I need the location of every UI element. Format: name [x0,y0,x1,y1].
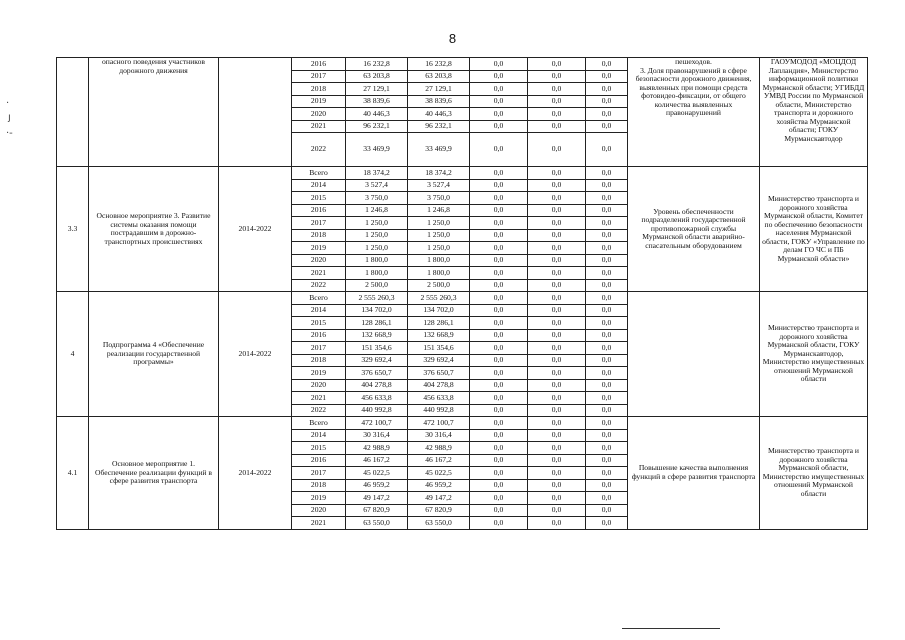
year-cell: 2022 [292,279,346,292]
total-cell: 404 278,8 [346,379,408,392]
total-cell: 134 702,0 [346,304,408,317]
total-cell: 40 446,3 [346,108,408,121]
total-cell: 151 354,6 [346,342,408,355]
local-budget-cell: 0,0 [528,354,586,367]
extrabudget-cell: 0,0 [586,120,628,133]
local-budget-cell: 0,0 [528,479,586,492]
regional-budget-cell: 1 250,0 [408,229,470,242]
federal-budget-cell: 0,0 [470,83,528,96]
scan-artifact: ȷ [8,112,11,123]
extrabudget-cell: 0,0 [586,442,628,455]
local-budget-cell: 0,0 [528,342,586,355]
regional-budget-cell: 151 354,6 [408,342,470,355]
total-cell: 456 633,8 [346,392,408,405]
total-cell: 1 800,0 [346,267,408,280]
extrabudget-cell: 0,0 [586,229,628,242]
local-budget-cell: 0,0 [528,392,586,405]
year-cell: 2019 [292,492,346,505]
local-budget-cell: 0,0 [528,83,586,96]
total-cell: 27 129,1 [346,83,408,96]
period-cell: 2014-2022 [219,417,292,530]
regional-budget-cell: 16 232,8 [408,58,470,71]
local-budget-cell: 0,0 [528,304,586,317]
total-cell: 472 100,7 [346,417,408,430]
regional-budget-cell: 1 246,8 [408,204,470,217]
federal-budget-cell: 0,0 [470,292,528,305]
regional-budget-cell: 1 250,0 [408,217,470,230]
extrabudget-cell: 0,0 [586,108,628,121]
regional-budget-cell: 96 232,1 [408,120,470,133]
local-budget-cell: 0,0 [528,292,586,305]
local-budget-cell: 0,0 [528,279,586,292]
total-cell: 46 959,2 [346,479,408,492]
extrabudget-cell: 0,0 [586,167,628,180]
local-budget-cell: 0,0 [528,379,586,392]
extrabudget-cell: 0,0 [586,279,628,292]
scan-artifact: ·- [6,128,13,139]
regional-budget-cell: 329 692,4 [408,354,470,367]
local-budget-cell: 0,0 [528,467,586,480]
extrabudget-cell: 0,0 [586,58,628,71]
year-cell: 2016 [292,454,346,467]
federal-budget-cell: 0,0 [470,204,528,217]
local-budget-cell: 0,0 [528,442,586,455]
local-budget-cell: 0,0 [528,504,586,517]
federal-budget-cell: 0,0 [470,454,528,467]
row-number-cell: 4 [57,292,89,417]
federal-budget-cell: 0,0 [470,442,528,455]
local-budget-cell: 0,0 [528,417,586,430]
regional-budget-cell: 63 550,0 [408,517,470,530]
indicator-cell: Повышение качества выполнения функций в сфере развития транспорта [628,417,760,530]
total-cell: 3 750,0 [346,192,408,205]
local-budget-cell: 0,0 [528,242,586,255]
year-cell: 2017 [292,70,346,83]
extrabudget-cell: 0,0 [586,70,628,83]
year-cell: 2015 [292,442,346,455]
total-cell: 132 668,9 [346,329,408,342]
federal-budget-cell: 0,0 [470,504,528,517]
local-budget-cell: 0,0 [528,108,586,121]
federal-budget-cell: 0,0 [470,179,528,192]
federal-budget-cell: 0,0 [470,217,528,230]
regional-budget-cell: 376 650,7 [408,367,470,380]
scan-line [622,628,720,629]
federal-budget-cell: 0,0 [470,492,528,505]
year-cell: 2019 [292,367,346,380]
year-cell: 2019 [292,95,346,108]
year-cell: 2021 [292,120,346,133]
regional-budget-cell: 38 839,6 [408,95,470,108]
extrabudget-cell: 0,0 [586,329,628,342]
year-cell: 2015 [292,317,346,330]
local-budget-cell: 0,0 [528,267,586,280]
extrabudget-cell: 0,0 [586,342,628,355]
extrabudget-cell: 0,0 [586,379,628,392]
local-budget-cell: 0,0 [528,329,586,342]
extrabudget-cell: 0,0 [586,404,628,417]
extrabudget-cell: 0,0 [586,467,628,480]
federal-budget-cell: 0,0 [470,404,528,417]
year-cell: 2020 [292,504,346,517]
year-cell: 2017 [292,342,346,355]
year-cell: 2020 [292,108,346,121]
year-cell: 2017 [292,217,346,230]
total-cell: 1 800,0 [346,254,408,267]
federal-budget-cell: 0,0 [470,517,528,530]
local-budget-cell: 0,0 [528,120,586,133]
table-row [57,58,868,71]
page-number: 8 [448,31,457,46]
federal-budget-cell: 0,0 [470,392,528,405]
extrabudget-cell: 0,0 [586,392,628,405]
federal-budget-cell: 0,0 [470,58,528,71]
year-cell: 2020 [292,379,346,392]
year-cell: 2014 [292,179,346,192]
federal-budget-cell: 0,0 [470,133,528,167]
extrabudget-cell: 0,0 [586,179,628,192]
regional-budget-cell: 134 702,0 [408,304,470,317]
year-cell: 2021 [292,392,346,405]
regional-budget-cell: 33 469,9 [408,133,470,167]
total-cell: 18 374,2 [346,167,408,180]
total-cell: 33 469,9 [346,133,408,167]
regional-budget-cell: 18 374,2 [408,167,470,180]
regional-budget-cell: 40 446,3 [408,108,470,121]
year-cell: 2014 [292,304,346,317]
extrabudget-cell: 0,0 [586,292,628,305]
local-budget-cell: 0,0 [528,133,586,167]
local-budget-cell: 0,0 [528,58,586,71]
federal-budget-cell: 0,0 [470,417,528,430]
federal-budget-cell: 0,0 [470,95,528,108]
period-cell [219,58,292,167]
regional-budget-cell: 45 022,5 [408,467,470,480]
extrabudget-cell: 0,0 [586,242,628,255]
total-cell: 45 022,5 [346,467,408,480]
regional-budget-cell: 63 203,8 [408,70,470,83]
program-finance-table [56,57,868,530]
local-budget-cell: 0,0 [528,254,586,267]
total-cell: 46 167,2 [346,454,408,467]
federal-budget-cell: 0,0 [470,354,528,367]
executor-cell: Министерство транспорта и дорожного хозяйства Мурманской области, Комитет по обеспечению безопасности населения Мурманской области, ГОКУ «Управление по делам ГО ЧС и ПБ Мурманской области» [760,167,868,292]
year-cell: 2022 [292,133,346,167]
regional-budget-cell: 67 820,9 [408,504,470,517]
year-cell: 2016 [292,204,346,217]
table-body [57,58,868,530]
total-cell: 16 232,8 [346,58,408,71]
extrabudget-cell: 0,0 [586,479,628,492]
federal-budget-cell: 0,0 [470,467,528,480]
local-budget-cell: 0,0 [528,229,586,242]
regional-budget-cell: 3 750,0 [408,192,470,205]
total-cell: 2 500,0 [346,279,408,292]
year-cell: 2017 [292,467,346,480]
regional-budget-cell: 42 988,9 [408,442,470,455]
federal-budget-cell: 0,0 [470,267,528,280]
regional-budget-cell: 472 100,7 [408,417,470,430]
event-name-cell: Основное мероприятие 3. Развитие системы оказания помощи пострадавшим в дорожно-транспортных происшествиях [89,167,219,292]
extrabudget-cell: 0,0 [586,317,628,330]
total-cell: 96 232,1 [346,120,408,133]
total-cell: 63 550,0 [346,517,408,530]
year-cell: 2016 [292,58,346,71]
extrabudget-cell: 0,0 [586,217,628,230]
period-cell: 2014-2022 [219,167,292,292]
federal-budget-cell: 0,0 [470,70,528,83]
federal-budget-cell: 0,0 [470,479,528,492]
federal-budget-cell: 0,0 [470,108,528,121]
year-cell: 2018 [292,354,346,367]
local-budget-cell: 0,0 [528,317,586,330]
extrabudget-cell: 0,0 [586,367,628,380]
total-cell: 2 555 260,3 [346,292,408,305]
federal-budget-cell: 0,0 [470,429,528,442]
local-budget-cell: 0,0 [528,192,586,205]
table-row [57,167,868,180]
local-budget-cell: 0,0 [528,454,586,467]
regional-budget-cell: 1 800,0 [408,267,470,280]
total-cell: 1 250,0 [346,242,408,255]
regional-budget-cell: 404 278,8 [408,379,470,392]
federal-budget-cell: 0,0 [470,367,528,380]
federal-budget-cell: 0,0 [470,317,528,330]
extrabudget-cell: 0,0 [586,517,628,530]
local-budget-cell: 0,0 [528,404,586,417]
scan-artifact: · [6,98,10,109]
regional-budget-cell: 1 800,0 [408,254,470,267]
federal-budget-cell: 0,0 [470,167,528,180]
total-cell: 67 820,9 [346,504,408,517]
extrabudget-cell: 0,0 [586,204,628,217]
year-cell: Всего [292,167,346,180]
regional-budget-cell: 30 316,4 [408,429,470,442]
table-row [57,417,868,430]
regional-budget-cell: 1 250,0 [408,242,470,255]
extrabudget-cell: 0,0 [586,192,628,205]
regional-budget-cell: 46 167,2 [408,454,470,467]
federal-budget-cell: 0,0 [470,329,528,342]
indicator-cell: Уровень обеспеченности подразделений государственной противопожарной службы Мурманской области аварийно-спасательным оборудованием [628,167,760,292]
regional-budget-cell: 440 992,8 [408,404,470,417]
year-cell: 2018 [292,479,346,492]
regional-budget-cell: 3 527,4 [408,179,470,192]
regional-budget-cell: 456 633,8 [408,392,470,405]
table-row [57,292,868,305]
row-number-cell [57,58,89,167]
year-cell: 2021 [292,267,346,280]
local-budget-cell: 0,0 [528,70,586,83]
total-cell: 42 988,9 [346,442,408,455]
executor-cell: Министерство транспорта и дорожного хозяйства Мурманской области, ГОКУ Мурманскавтодор, Министерство имущественных отношений Мурманской области [760,292,868,417]
year-cell: Всего [292,292,346,305]
event-name-cell: Подпрограмма 4 «Обеспечение реализации государственной программы» [89,292,219,417]
total-cell: 30 316,4 [346,429,408,442]
total-cell: 1 246,8 [346,204,408,217]
period-cell: 2014-2022 [219,292,292,417]
total-cell: 376 650,7 [346,367,408,380]
total-cell: 63 203,8 [346,70,408,83]
row-number-cell: 3.3 [57,167,89,292]
year-cell: 2018 [292,229,346,242]
year-cell: 2016 [292,329,346,342]
regional-budget-cell: 128 286,1 [408,317,470,330]
regional-budget-cell: 132 668,9 [408,329,470,342]
total-cell: 128 286,1 [346,317,408,330]
total-cell: 49 147,2 [346,492,408,505]
regional-budget-cell: 27 129,1 [408,83,470,96]
extrabudget-cell: 0,0 [586,267,628,280]
total-cell: 440 992,8 [346,404,408,417]
extrabudget-cell: 0,0 [586,304,628,317]
event-name-cell: опасного поведения участников дорожного движения [89,58,219,167]
total-cell: 1 250,0 [346,217,408,230]
extrabudget-cell: 0,0 [586,492,628,505]
executor-cell: Министерство транспорта и дорожного хозяйства Мурманской области, Министерство имущественных отношений Мурманской области [760,417,868,530]
local-budget-cell: 0,0 [528,492,586,505]
regional-budget-cell: 2 500,0 [408,279,470,292]
regional-budget-cell: 46 959,2 [408,479,470,492]
year-cell: 2019 [292,242,346,255]
total-cell: 3 527,4 [346,179,408,192]
extrabudget-cell: 0,0 [586,95,628,108]
local-budget-cell: 0,0 [528,95,586,108]
federal-budget-cell: 0,0 [470,120,528,133]
extrabudget-cell: 0,0 [586,429,628,442]
federal-budget-cell: 0,0 [470,242,528,255]
total-cell: 38 839,6 [346,95,408,108]
year-cell: 2018 [292,83,346,96]
extrabudget-cell: 0,0 [586,354,628,367]
extrabudget-cell: 0,0 [586,254,628,267]
event-name-cell: Основное мероприятие 1. Обеспечение реализации функций в сфере развития транспорта [89,417,219,530]
year-cell: 2014 [292,429,346,442]
year-cell: 2015 [292,192,346,205]
local-budget-cell: 0,0 [528,179,586,192]
year-cell: Всего [292,417,346,430]
federal-budget-cell: 0,0 [470,342,528,355]
regional-budget-cell: 49 147,2 [408,492,470,505]
local-budget-cell: 0,0 [528,367,586,380]
federal-budget-cell: 0,0 [470,304,528,317]
federal-budget-cell: 0,0 [470,229,528,242]
local-budget-cell: 0,0 [528,429,586,442]
extrabudget-cell: 0,0 [586,504,628,517]
extrabudget-cell: 0,0 [586,454,628,467]
federal-budget-cell: 0,0 [470,254,528,267]
year-cell: 2021 [292,517,346,530]
local-budget-cell: 0,0 [528,167,586,180]
year-cell: 2022 [292,404,346,417]
row-number-cell: 4.1 [57,417,89,530]
extrabudget-cell: 0,0 [586,417,628,430]
executor-cell: ГАОУМОДОД «МОЦДОД Лапландия», Министерство информационной политики Мурманской области; УГИБДД УМВД России по Мурманской области, Министерство транспорта и дорожного хозяйства Мурманской области; ГОКУ Мурманскавтодор [760,58,868,167]
federal-budget-cell: 0,0 [470,379,528,392]
local-budget-cell: 0,0 [528,204,586,217]
federal-budget-cell: 0,0 [470,192,528,205]
year-cell: 2020 [292,254,346,267]
total-cell: 1 250,0 [346,229,408,242]
extrabudget-cell: 0,0 [586,133,628,167]
extrabudget-cell: 0,0 [586,83,628,96]
local-budget-cell: 0,0 [528,517,586,530]
regional-budget-cell: 2 555 260,3 [408,292,470,305]
total-cell: 329 692,4 [346,354,408,367]
federal-budget-cell: 0,0 [470,279,528,292]
local-budget-cell: 0,0 [528,217,586,230]
indicator-cell: пешеходов. 3. Доля правонарушений в сфере безопасности дорожного движения, выявленных при помощи средств фотовидео-фиксации, от общего количества выявленных правонарушений [628,58,760,167]
indicator-cell [628,292,760,417]
